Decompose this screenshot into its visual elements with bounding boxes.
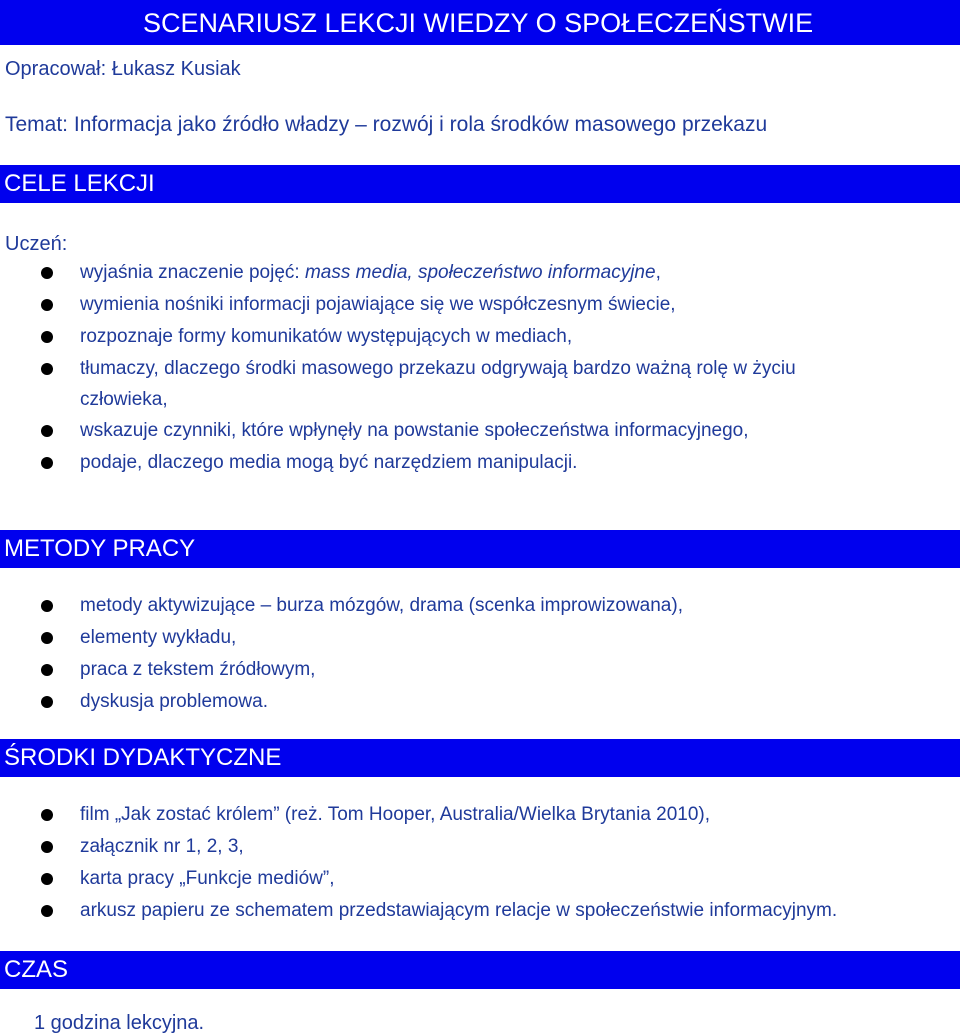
bullet-icon	[41, 809, 53, 821]
bullet-icon	[41, 363, 53, 375]
cele-item-text: rozpoznaje formy komunikatów występujących w mediach,	[80, 326, 573, 347]
list-item	[0, 590, 960, 622]
cele-intro: Uczeń:	[5, 233, 68, 255]
bullet-icon	[41, 841, 53, 853]
cele-item-punct: ,	[655, 262, 661, 283]
srodki-item-text: arkusz papieru ze schematem przedstawiającym relacje w społeczeństwie informacyjnym.	[80, 900, 838, 921]
bullet-icon	[41, 331, 53, 343]
cele-item-text: wyjaśnia znaczenie pojęć:	[80, 262, 305, 283]
list-item	[0, 686, 960, 718]
bullet-icon	[41, 299, 53, 311]
bullet-icon	[41, 664, 53, 676]
cele-item-text: wskazuje czynniki, które wpłynęły na powstanie społeczeństwa informacyjnego,	[80, 420, 749, 441]
cele-item-text: wymienia nośniki informacji pojawiające się we współczesnym świecie,	[80, 294, 676, 315]
section-heading-srodki: ŚRODKI DYDAKTYCZNE	[0, 739, 960, 777]
list-item	[0, 863, 960, 895]
metody-item-text: dyskusja problemowa.	[80, 691, 268, 712]
document-title: SCENARIUSZ LEKCJI WIEDZY O SPOŁECZEŃSTWIE	[143, 8, 814, 38]
bullet-icon	[41, 457, 53, 469]
document-title-band	[0, 0, 960, 45]
srodki-list	[0, 799, 960, 927]
metody-item-text: metody aktywizujące – burza mózgów, drama (scenka improwizowana),	[80, 595, 683, 616]
section-heading-czas: CZAS	[0, 951, 960, 989]
list-item	[0, 321, 960, 353]
bullet-icon	[41, 632, 53, 644]
list-item	[0, 447, 960, 479]
list-item	[0, 257, 960, 289]
metody-item-text: praca z tekstem źródłowym,	[80, 659, 316, 680]
bullet-icon	[41, 425, 53, 437]
list-item	[0, 799, 960, 831]
cele-item-italic-terms: mass media, społeczeństwo informacyjne	[304, 262, 656, 283]
section-heading-cele: CELE LEKCJI	[0, 165, 960, 203]
list-item	[0, 654, 960, 686]
bullet-icon	[41, 696, 53, 708]
czas-value: 1 godzina lekcyjna.	[34, 1012, 205, 1034]
metody-list	[0, 590, 960, 718]
srodki-item-text: karta pracy „Funkcje mediów”,	[80, 868, 335, 889]
metody-item-text: elementy wykładu,	[80, 627, 237, 648]
bullet-icon	[41, 267, 53, 279]
bullet-icon	[41, 873, 53, 885]
cele-item-text: podaje, dlaczego media mogą być narzędziem manipulacji.	[80, 452, 578, 473]
list-item	[0, 289, 960, 321]
bullet-icon	[41, 600, 53, 612]
list-item	[0, 895, 960, 927]
lesson-topic: Temat: Informacja jako źródło władzy – rozwój i rola środków masowego przekazu	[5, 113, 768, 136]
section-heading-metody: METODY PRACY	[0, 530, 960, 568]
cele-item-text-line2: człowieka,	[80, 389, 168, 410]
list-item	[0, 415, 960, 447]
list-item	[0, 353, 960, 415]
srodki-item-text: film „Jak zostać królem” (reż. Tom Hooper, Australia/Wielka Brytania 2010),	[80, 804, 711, 825]
cele-item-text-line1: tłumaczy, dlaczego środki masowego przekazu odgrywają bardzo ważną rolę w życiu	[80, 358, 796, 379]
cele-list	[0, 257, 960, 479]
author-line: Opracował: Łukasz Kusiak	[5, 58, 241, 80]
bullet-icon	[41, 905, 53, 917]
list-item	[0, 831, 960, 863]
list-item	[0, 622, 960, 654]
srodki-item-text: załącznik nr 1, 2, 3,	[80, 836, 244, 857]
